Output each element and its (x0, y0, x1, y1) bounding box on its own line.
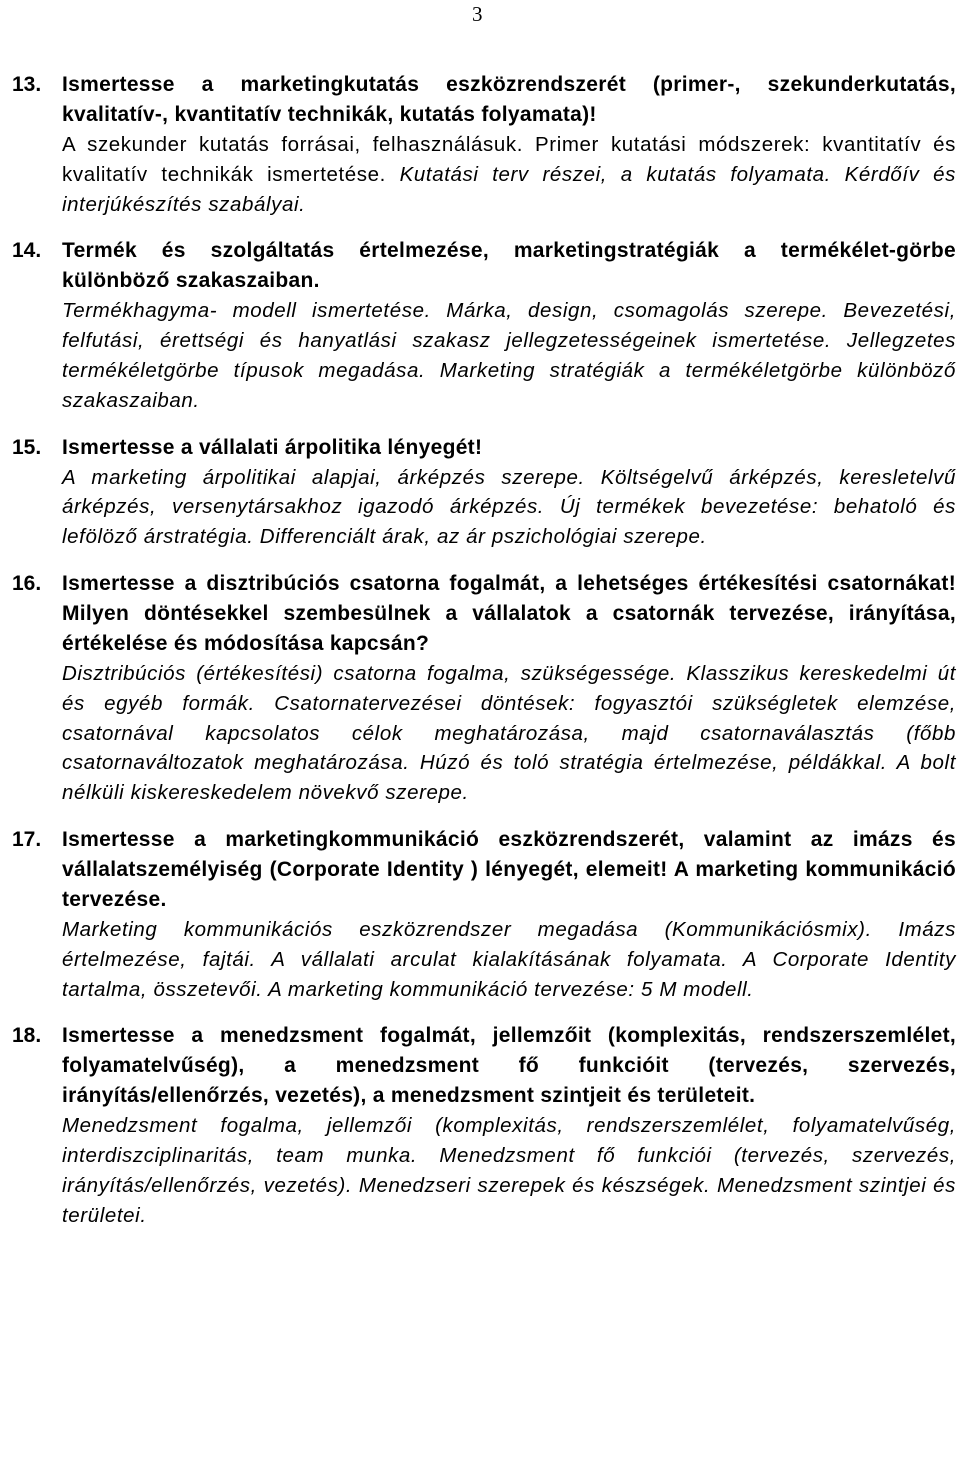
topic-title: Ismertesse a marketingkutatás eszközrendszerét (primer-, szekunderkutatás, kvalitatív-, kvantitatív technikák, kutatás folyamata)! (62, 73, 956, 126)
topic-body (62, 825, 956, 1004)
topic-title: Ismertesse a marketingkommunikáció eszközrendszerét, valamint az imázs és vállalatszemélyiség (Corporate Identity ) lényegét, elemeit! A marketing kommunikáció tervezése. (62, 827, 956, 911)
topic-description-italic: Termékhagyma- modell ismertetése. Márka, design, csomagolás szerepe. Bevezetési, felfutási, érettségi és hanyatlási szakasz jellegzetességeinek ismertetése. Jellegzetes termékéletgörbe típusok megadása. Marketing stratégiák a termékéletgörbe különböző szakaszaiban. (62, 299, 956, 412)
topic-18 (12, 1021, 956, 1230)
topic-17 (12, 825, 956, 1004)
topic-number: 17. (12, 827, 42, 851)
topic-description-plain: A szekunder kutatás forrásai, felhasználásuk. Primer kutatási módszerek: kvantitatív és kvalitatív technikák ismertetése. (62, 133, 956, 186)
topic-body (62, 1021, 956, 1230)
topic-title: Termék és szolgáltatás értelmezése, marketingstratégiák a termékélet-görbe különböző szakaszaiban. (62, 239, 956, 293)
topic-13 (12, 70, 956, 219)
exam-topics-list (12, 70, 956, 1248)
topic-body (62, 236, 956, 415)
topic-number: 14. (12, 239, 42, 263)
topic-description (62, 1111, 956, 1230)
topic-number: 16. (12, 571, 42, 595)
topic-14 (12, 236, 956, 415)
topic-title: Ismertesse a vállalati árpolitika lényegét! (62, 435, 483, 459)
topic-number: 15. (12, 435, 42, 459)
topic-number: 13. (12, 73, 42, 96)
topic-description-italic: Menedzsment fogalma, jellemzői (komplexitás, rendszerszemlélet, folyamatelvűség, interdiszciplinaritás, team munka. Menedzsment fő funkciói (tervezés, szervezés, irányítás/ellenőrzés, vezetés). Menedzseri szerepek és készségek. Menedzsment szintjei és területei. (62, 1114, 956, 1227)
topic-description-italic: A marketing árpolitikai alapjai, árképzés szerepe. Költségelvű árképzés, keresletelvű árképzés, versenytársakhoz igazodó árképzés. Új termékek bevezetése: behatoló és lefölöző árstratégia. Differenciált árak, az ár pszichológiai szerepe. (62, 465, 956, 549)
topic-description (62, 130, 956, 219)
topic-description (62, 659, 956, 808)
topic-body (62, 433, 956, 552)
topic-number: 18. (12, 1024, 42, 1048)
topic-description (62, 915, 956, 1004)
topic-16 (12, 569, 956, 808)
topic-description-italic: Marketing kommunikációs eszközrendszer megadása (Kommunikációsmix). Imázs értelmezése, fajtái. A vállalati arculat kialakításának folyamata. A Corporate Identity tartalma, összetevői. A marketing kommunikáció tervezése: 5 M modell. (62, 917, 956, 1001)
topic-body (62, 569, 956, 808)
topic-body (62, 70, 956, 219)
topic-title: Ismertesse a menedzsment fogalmát, jellemzőit (komplexitás, rendszerszemlélet, folyamatelvűség), a menedzsment fő funkcióit (tervezés, szervezés, irányítás/ellenőrzés, vezetés), a menedzsment szintjeit és területeit. (62, 1024, 956, 1108)
topic-title: Ismertesse a disztribúciós csatorna fogalmát, a lehetséges értékesítési csatornákat! Milyen döntésekkel szembesülnek a vállalatok a csatornák tervezése, irányítása, értékelése és módosítása kapcsán? (62, 571, 956, 655)
topic-description-italic: Kutatási terv részei, a kutatás folyamata. Kérdőív és interjúkészítés szabályai. (62, 162, 956, 216)
topic-description (62, 463, 956, 552)
topic-description-italic: Disztribúciós (értékesítési) csatorna fogalma, szükségessége. Klasszikus kereskedelmi út és egyéb formák. Csatornatervezései döntések: fogyasztói szükségletek elemzése, csatornával kapcsolatos célok meghatározása, majd csatornaválasztás (főbb csatornaváltozatok meghatározása. Húzó és toló stratégia értelmezése, példákkal. A bolt nélküli kiskereskedelem növekvő szerepe. (62, 661, 956, 805)
page-number: 3 (472, 2, 483, 26)
topic-description (62, 296, 956, 415)
topic-15 (12, 433, 956, 552)
